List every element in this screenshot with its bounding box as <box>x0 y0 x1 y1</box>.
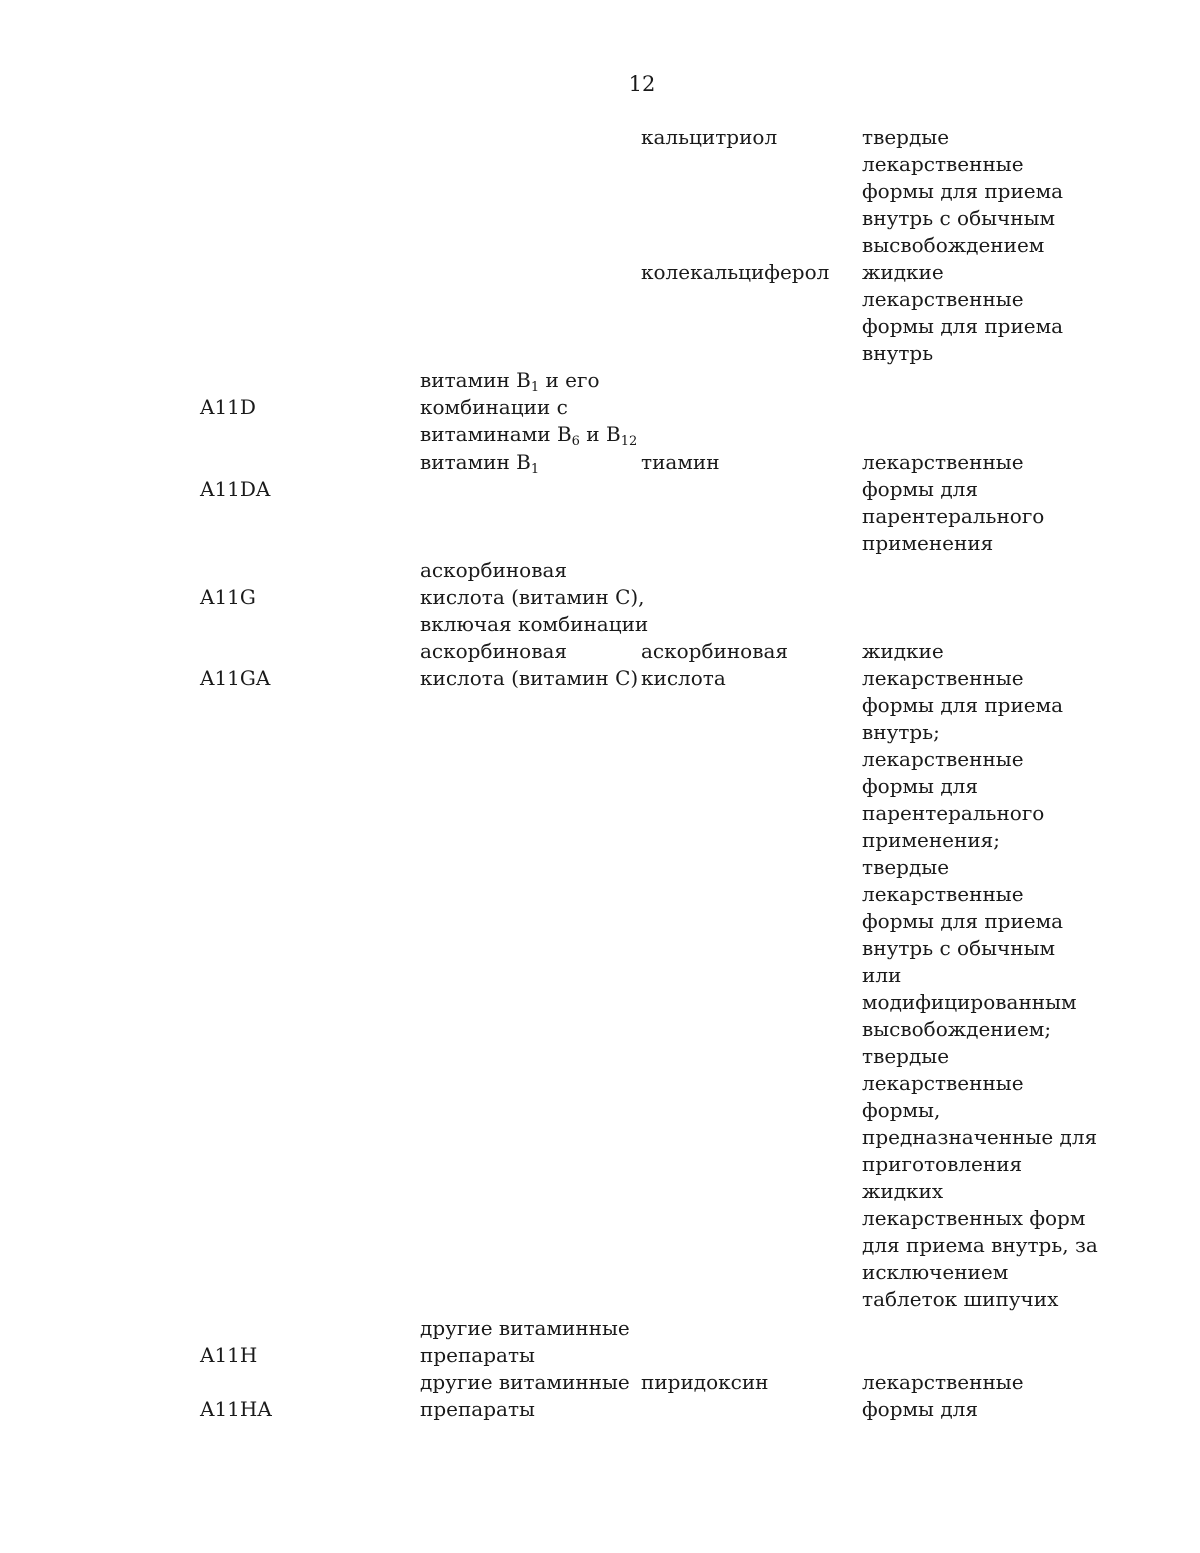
dosage-forms: жидкие лекарственные формы для приема внутрь <box>862 260 1064 365</box>
drug-name: кальцитриол <box>641 125 778 149</box>
group-name: другие витаминные препараты <box>420 1316 630 1367</box>
group-name: витамин $B_1$ <box>420 450 540 477</box>
drug-name: пиридоксин <box>641 1370 769 1394</box>
atc-code: A11HA <box>200 1397 272 1421</box>
group-name: другие витаминные препараты <box>420 1370 630 1421</box>
atc-code: A11D <box>200 395 256 419</box>
drug-name: аскорбиновая кислота <box>641 639 789 690</box>
atc-code: A11H <box>200 1343 258 1367</box>
group-name: аскорбиновая кислота (витамин C), включая комбинации <box>420 558 649 636</box>
dosage-forms: жидкие лекарственные формы для приема внутрь; лекарственные формы для парентерального применения; твердые лекарственные формы для приема внутрь с обычным или модифицированным высвобождением; твердые лекарственные формы, предназначенные для приготовления жидких лекарственных форм для приема внутрь, за исключением таблеток шипучих <box>862 639 1098 1311</box>
drug-name: тиамин <box>641 450 720 474</box>
group-name: витамин $B_1$ и его комбинации с витаминами $B_6$ и $B_{12}$ <box>420 368 638 449</box>
atc-code: A11DA <box>200 477 271 501</box>
dosage-forms: лекарственные формы для парентерального применения <box>862 450 1045 555</box>
page-number: 12 <box>628 72 656 96</box>
dosage-forms: твердые лекарственные формы для приема внутрь с обычным высвобождением <box>862 125 1064 257</box>
drug-name: колекальциферол <box>641 260 830 284</box>
group-name: аскорбиновая кислота (витамин C) <box>420 639 639 690</box>
dosage-forms: лекарственные формы для <box>862 1370 1024 1421</box>
atc-code: A11G <box>200 585 256 609</box>
atc-code: A11GA <box>200 666 271 690</box>
